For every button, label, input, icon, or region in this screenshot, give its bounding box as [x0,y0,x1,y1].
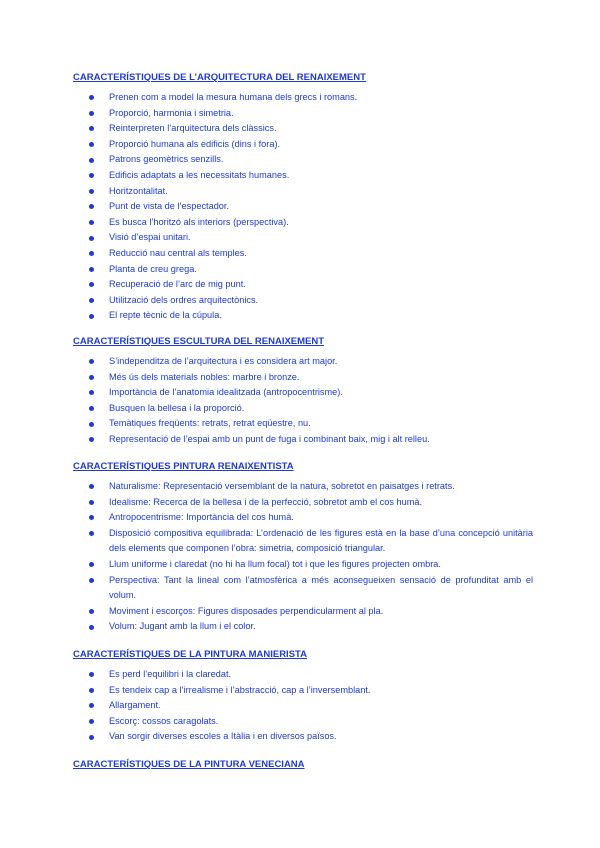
bullet-icon [89,126,94,131]
list-item: Recuperació de l’arc de mig punt. [73,277,533,293]
list-item: Representació de l’espai amb un punt de fuga i combinant baix, mig i alt relleu. [73,432,533,448]
list-item: Patrons geomètrics senzills. [73,152,533,168]
bullet-icon [89,406,94,411]
list-item: Antropocentrisme: Importància del cos humà. [73,510,533,526]
bullet-icon [89,298,94,303]
list-item: Reducció nau central als temples. [73,246,533,262]
list-item: Reinterpreten l’arquitectura dels clàssics. [73,121,533,137]
list-item: Perspectiva: Tant la lineal com l’atmosfèrica a més aconsegueixen sensació de profunditat amb el volum. [73,573,533,604]
bullet-list [73,479,533,635]
section-renaissance-architecture [73,72,533,324]
list-item: Es busca l’horitzó als interiors (perspectiva). [73,215,533,231]
list-item: Proporció humana als edificis (dins i fora). [73,137,533,153]
bullet-icon [89,688,94,693]
list-item: Edificis adaptats a les necessitats humanes. [73,168,533,184]
bullet-icon [89,437,94,442]
bullet-icon [89,267,94,272]
list-item: Busquen la bellesa i la proporció. [73,401,533,417]
bullet-icon [89,531,94,536]
bullet-icon [89,142,94,147]
section-renaissance-sculpture [73,336,533,448]
bullet-list [73,354,533,448]
list-item: Es perd l’equilibri i la claredat. [73,667,533,683]
list-item: Utilització dels ordres arquitectònics. [73,293,533,309]
bullet-icon [89,282,94,287]
section-heading: CARACTERÍSTIQUES ESCULTURA DEL RENAIXEMENT [73,336,325,347]
list-item: Més ús dels materials nobles: marbre i bronze. [73,370,533,386]
bullet-icon [89,220,94,225]
bullet-icon [89,625,94,630]
bullet-icon [89,189,94,194]
section-heading: CARACTERÍSTIQUES DE LA PINTURA VENECIANA [73,759,305,770]
list-item: S’independitza de l’arquitectura i es considera art major. [73,354,533,370]
list-item: El repte tècnic de la cúpula. [73,308,533,324]
list-item: Temàtiques freqüents: retrats, retrat eqüestre, nu. [73,416,533,432]
bullet-icon [89,390,94,395]
bullet-icon [89,95,94,100]
bullet-icon [89,158,94,163]
bullet-icon [89,422,94,427]
bullet-icon [89,500,94,505]
list-item: Idealisme: Recerca de la bellesa i de la perfecció, sobretot amb el cos humà. [73,495,533,511]
section-mannerist-painting [73,649,533,745]
bullet-icon [89,204,94,209]
list-item: Planta de creu grega. [73,262,533,278]
bullet-icon [89,735,94,740]
list-item: Punt de vista de l’espectador. [73,199,533,215]
bullet-icon [89,609,94,614]
bullet-icon [89,515,94,520]
bullet-list [73,667,533,745]
bullet-icon [89,236,94,241]
bullet-icon [89,359,94,364]
list-item: Disposició compositiva equilibrada: L’ordenació de les figures està en la base d’una concepció unitària dels elements que componen l’obra: simetria, composició triangular. [73,526,533,557]
list-item: Naturalisme: Representació versemblant de la natura, sobretot en paisatges i retrats. [73,479,533,495]
bullet-list [73,90,533,324]
section-venetian-painting [73,759,533,771]
section-heading: CARACTERÍSTIQUES PINTURA RENAIXENTISTA [73,461,294,472]
list-item: Volum: Jugant amb la llum i el color. [73,619,533,635]
bullet-icon [89,173,94,178]
list-item: Importància de l’anatomia idealitzada (antropocentrisme). [73,385,533,401]
list-item: Llum uniforme i claredat (no hi ha llum focal) tot i que les figures projecten ombra. [73,557,533,573]
bullet-icon [89,703,94,708]
list-item: Moviment i escorços: Figures disposades perpendicularment al pla. [73,604,533,620]
bullet-icon [89,672,94,677]
list-item: Es tendeix cap a l’irrealisme i l’abstracció, cap a l’inversemblant. [73,683,533,699]
section-heading: CARACTERÍSTIQUES DE L’ARQUITECTURA DEL RENAIXEMENT [73,72,366,83]
bullet-icon [89,578,94,583]
list-item: Proporció, harmonia i simetria. [73,106,533,122]
bullet-icon [89,562,94,567]
section-heading: CARACTERÍSTIQUES DE LA PINTURA MANIERISTA [73,649,307,660]
list-item: Allargament. [73,698,533,714]
bullet-icon [89,251,94,256]
bullet-icon [89,719,94,724]
list-item: Prenen com a model la mesura humana dels grecs i romans. [73,90,533,106]
bullet-icon [89,111,94,116]
list-item: Escorç: cossos caragolats. [73,714,533,730]
list-item: Visió d’espai unitari. [73,230,533,246]
list-item: Van sorgir diverses escoles a Itàlia i en diversos països. [73,729,533,745]
bullet-icon [89,314,94,319]
section-renaissance-painting [73,461,533,635]
bullet-icon [89,375,94,380]
list-item: Horitzontalitat. [73,184,533,200]
bullet-icon [89,484,94,489]
